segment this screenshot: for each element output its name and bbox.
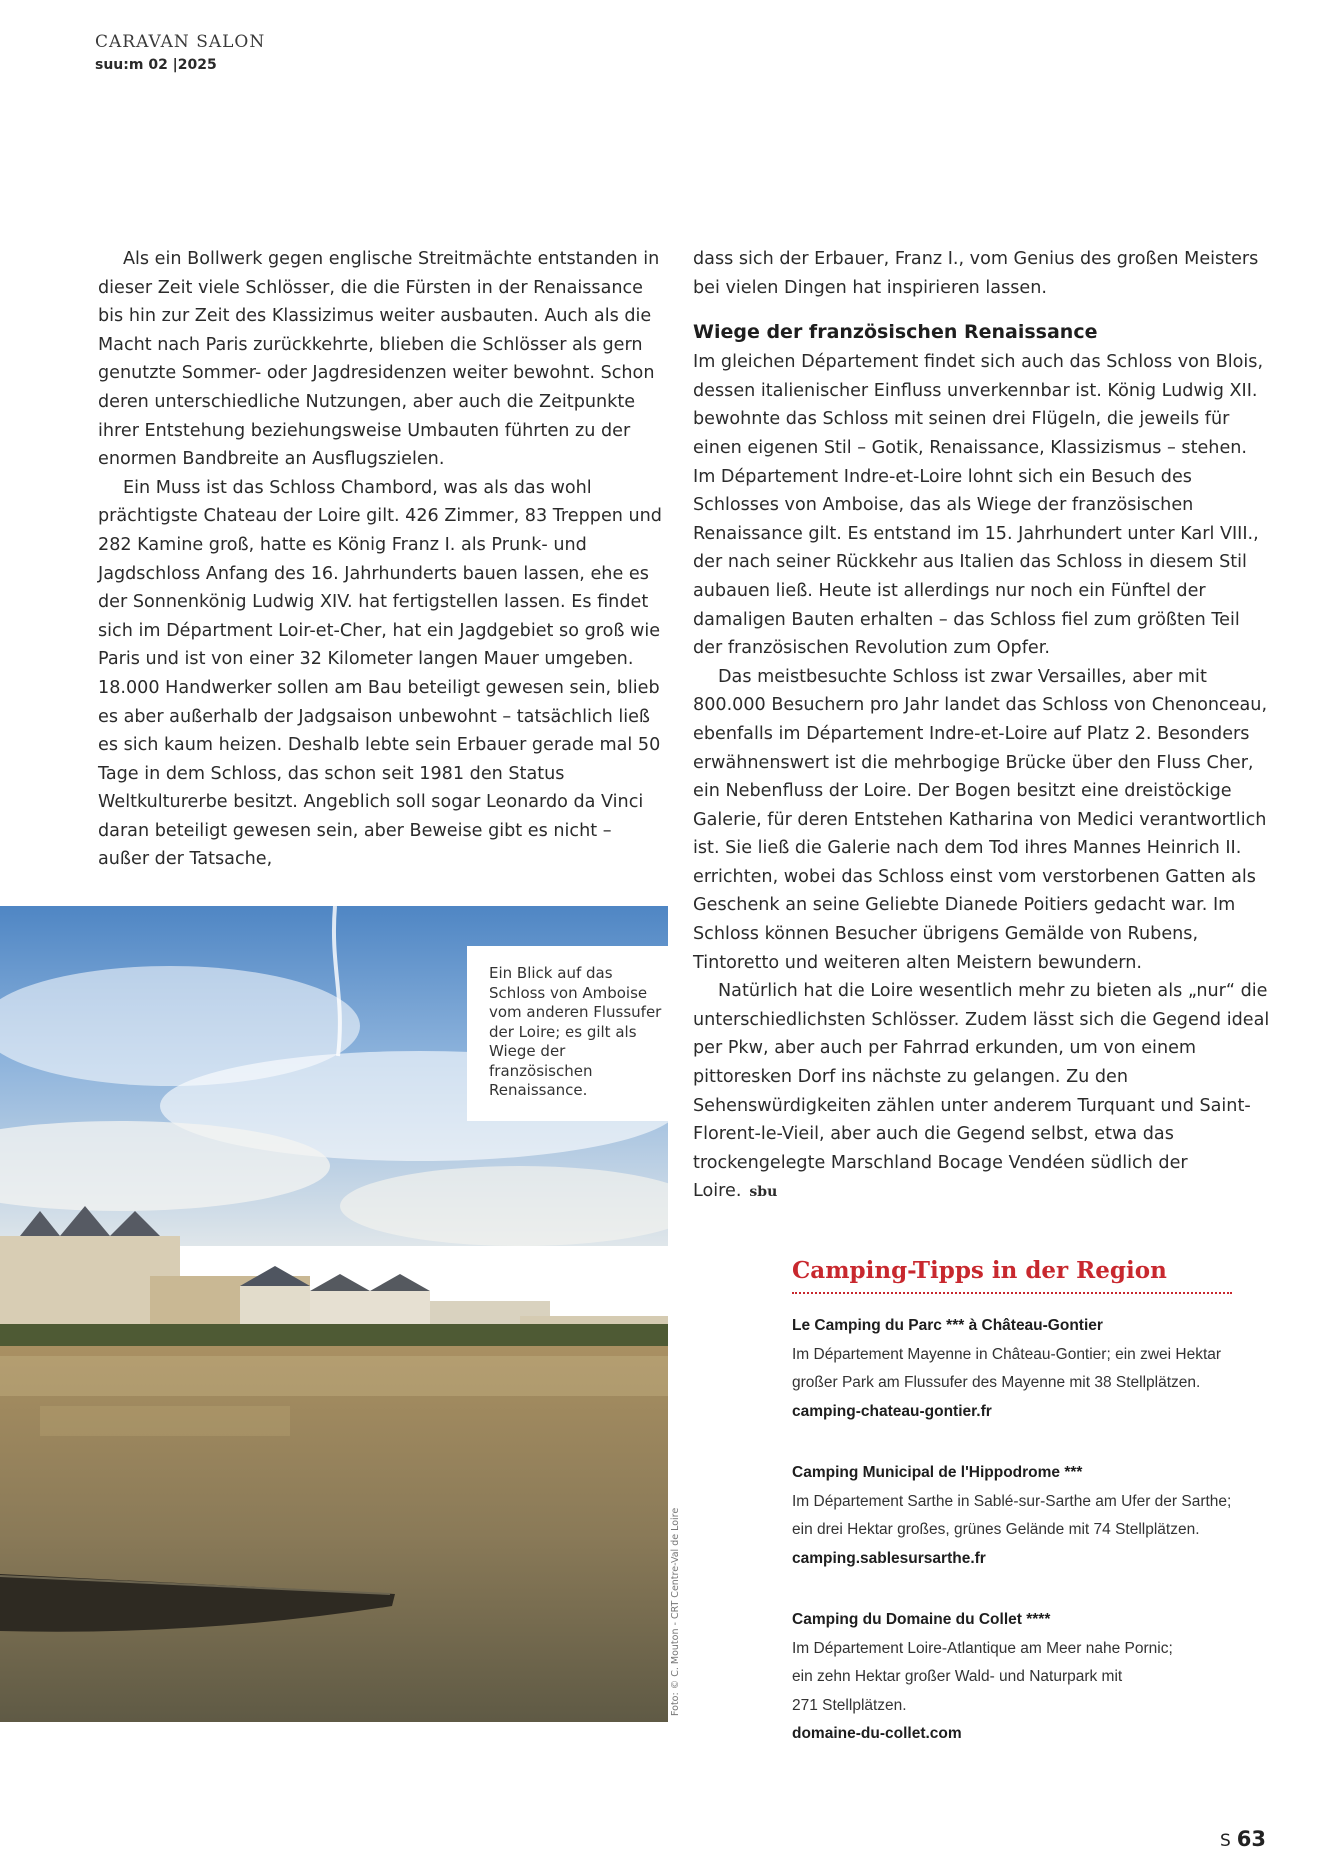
section-letter: S — [1220, 1831, 1231, 1851]
paragraph: Als ein Bollwerk gegen englische Streitmächte entstanden in dieser Zeit viele Schlösser, die die Fürsten in der Renaissance bis hin zur Zeit des Klassizimus weiter ausbauten. Auch als die Macht nach Paris zurückkehrte, blieben die Schlösser als gern genutzte Sommer- oder Jagdresidenzen weiter bewohnt. Schon deren unterschiedliche Nutzungen, aber auch die Zeitpunkte ihrer Entstehung beziehungsweise Umbauten führten zu der enormen Bandbreite an Ausflugszielen. — [98, 249, 660, 470]
magazine-brand: CARAVAN SALON — [95, 32, 266, 52]
paragraph — [693, 977, 1273, 1207]
tip-description-line: ein zehn Hektar großer Wald- und Naturpark mit — [792, 1668, 1123, 1685]
tip-website-link[interactable]: camping.sablesursarthe.fr — [792, 1549, 986, 1567]
section-heading: Wiege der französischen Renaissance — [693, 321, 1098, 344]
paragraph: Ein Muss ist das Schloss Chambord, was als das wohl prächtigste Chateau der Loire gilt. 426 Zimmer, 83 Treppen und 282 Kamine groß, hatte es König Franz I. als Prunk- und Jagdschloss Anfang des 16. Jahrhunderts bauen lassen, ehe es der Sonnenkönig Ludwig XIV. hat fertigstellen lassen. Es findet sich im Départment Loir-et-Cher, hat ein Jagdgebiet so groß wie Paris und ist von einer 32 Kilometer langen Mauer umgeben. 18.000 Handwerker sollen am Bau beteiligt gewesen sein, blieb es aber außerhalb der Jadgsaison unbewohnt – tatsächlich ließ es sich kaum heizen. Deshalb lebte sein Erbauer gerade mal 50 Tage in dem Schloss, das schon seit 1981 den Status Weltkulturerbe besitzt. Angeblich soll sogar Leonardo da Vinci daran beteiligt gewesen sein, aber Beweise gibt es nicht – außer der Tatsache, — [98, 477, 662, 870]
issue-label: suu:m 02 |2025 — [95, 57, 217, 73]
tip-description-line: Im Département Mayenne in Château-Gontier; ein zwei Hektar — [792, 1345, 1222, 1363]
photo-credit: Foto: © C. Mouton - CRT Centre-Val de Loire — [670, 1507, 681, 1716]
paragraph: dass sich der Erbauer, Franz I., vom Genius des großen Meisters bei vielen Dingen hat inspirieren lassen. — [693, 249, 1259, 298]
paragraph: Das meistbesuchte Schloss ist zwar Versailles, aber mit 800.000 Besuchern pro Jahr landet das Schloss von Chenonceau, ebenfalls im Département Indre-et-Loire auf Platz 2. Besonders erwähnenswert ist die mehrbogige Brücke über den Fluss Cher, ein Nebenfluss der Loire. Der Bogen besitzt eine dreistöckige Galerie, für deren Entstehen Katharina von Medici verantwortlich ist. Sie ließ die Galerie nach dem Tod ihres Mannes Heinrich II. errichten, wobei das Schloss einst vom verstorbenen Gatten als Geschenk an seine Geliebte Dianede Poitiers gedacht war. Im Schloss können Besucher übrigens Gemälde von Rubens, Tintoretto und weiteren alten Meistern bewundern. — [693, 666, 1268, 973]
text-column-left — [98, 245, 664, 874]
tip-website-link[interactable]: camping-chateau-gontier.fr — [792, 1402, 992, 1420]
camping-tips-title: Camping-Tipps in der Region — [792, 1257, 1232, 1294]
tip-website-link[interactable]: domaine-du-collet.com — [792, 1725, 962, 1742]
tip-description-line: 271 Stellplätzen. — [792, 1696, 907, 1714]
camping-tips-box — [792, 1257, 1232, 1749]
text-column-right — [693, 245, 1273, 1207]
camping-tip — [792, 1312, 1232, 1426]
tip-description-line: ein drei Hektar großes, grünes Gelände mit 74 Stellplätzen. — [792, 1521, 1200, 1538]
author-signature: sbu — [749, 1184, 778, 1201]
tip-name: Le Camping du Parc *** à Château-Gontier — [792, 1317, 1103, 1334]
tip-name: Camping du Domaine du Collet **** — [792, 1611, 1051, 1628]
page-number — [1220, 1827, 1266, 1851]
camping-tip — [792, 1459, 1232, 1573]
camping-tip — [792, 1606, 1232, 1749]
tip-description-line: Im Département Sarthe in Sablé-sur-Sarthe am Ufer der Sarthe; — [792, 1492, 1232, 1510]
page-number-value: 63 — [1236, 1827, 1267, 1851]
paragraph-text: Natürlich hat die Loire wesentlich mehr zu bieten als „nur“ die unterschiedlichsten Schlösser. Zudem lässt sich die Gegend ideal per Pkw, aber auch per Fahrrad erkunden, um von einem pittoresken Dorf ins nächste zu gelangen. Zu den Sehenswürdigkeiten zählen unter anderem Turquant und Saint-Florent-le-Vieil, aber auch die Gegend selbst, etwa das trockengelegte Marschland Bocage Vendéen südlich der Loire. — [693, 981, 1270, 1202]
paragraph: Im gleichen Département findet sich auch das Schloss von Blois, dessen italienischer Einfluss unverkennbar ist. König Ludwig XII. bewohnte das Schloss mit seinen drei Flügeln, die jeweils für einen eigenen Stil – Gotik, Renaissance, Klassizismus – stehen. Im Département Indre-et-Loire lohnt sich ein Besuch des Schlosses von Amboise, das als Wiege der französischen Renaissance gilt. Es entstand im 15. Jahrhundert unter Karl VIII., der nach seiner Rückkehr aus Italien das Schloss in diesem Stil aubauen ließ. Heute ist allerdings nur noch ein Fünftel der damaligen Bauten erhalten – das Schloss fiel zum größten Teil der französischen Revolution zum Opfer. — [693, 352, 1264, 659]
tip-name: Camping Municipal de l'Hippodrome *** — [792, 1464, 1083, 1481]
tip-description-line: Im Département Loire-Atlantique am Meer nahe Pornic; — [792, 1639, 1173, 1657]
photo-caption: Ein Blick auf das Schloss von Amboise vom anderen Flussufer der Loire; es gilt als Wiege der französischen Renaissance. — [467, 946, 672, 1121]
tip-description-line: großer Park am Flussufer des Mayenne mit 38 Stellplätzen. — [792, 1374, 1201, 1391]
